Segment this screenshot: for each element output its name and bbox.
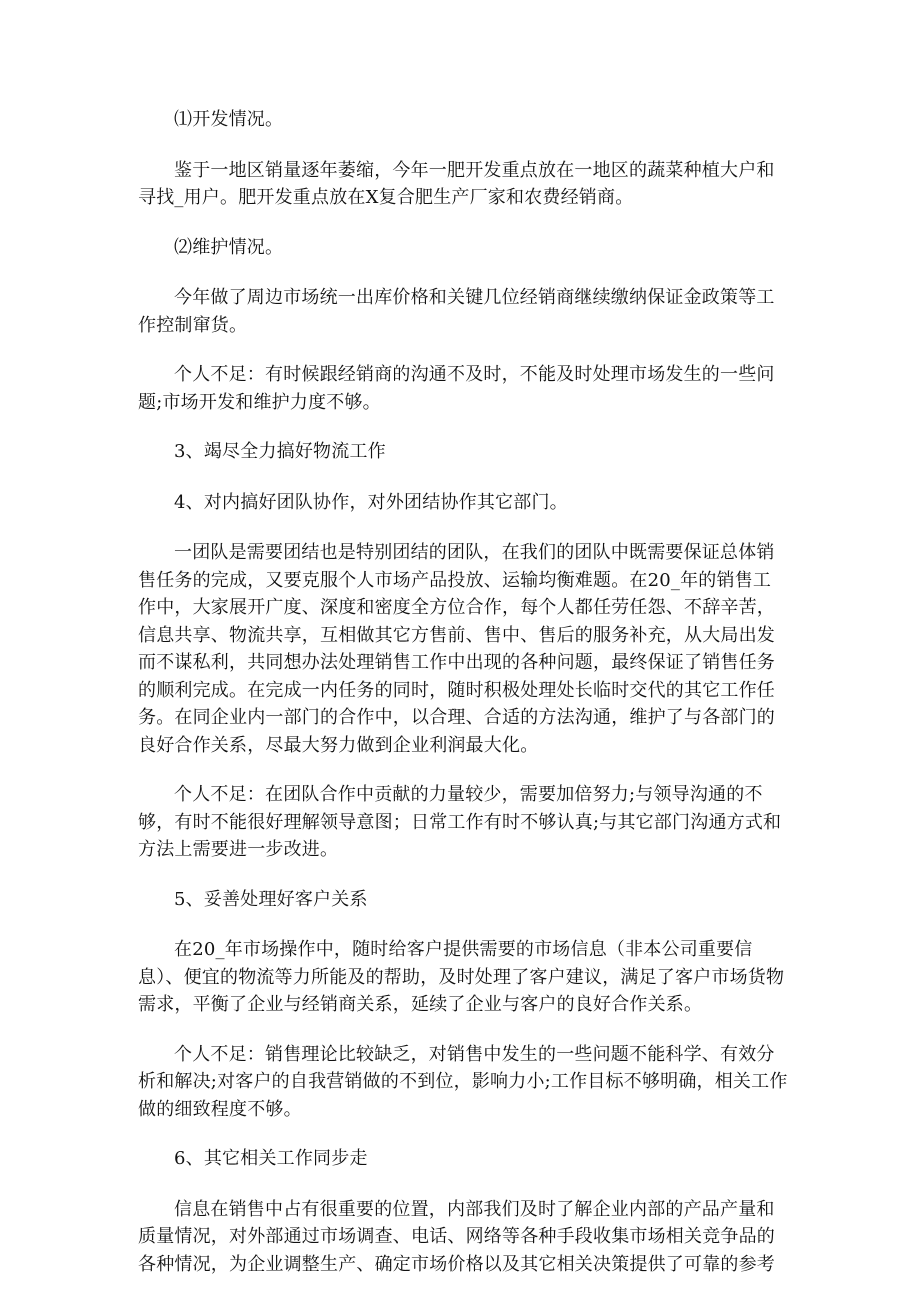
section-heading-development: ⑴开发情况。 bbox=[174, 109, 284, 130]
paragraph-customer-detail: 在20_年市场操作中，随时给客户提供需要的市场信息（非本公司重要信息）、便宜的物流等力所能及的帮助，及时处理了客户建议，满足了客户市场货物需求，平衡了企业与经销商关系，延续了企业与客户的良好合作关系。 bbox=[138, 939, 785, 1015]
section-heading-maintenance: ⑵维护情况。 bbox=[174, 236, 284, 258]
paragraph-shortcoming-teamwork: 个人不足：在团队合作中贡献的力量较少，需要加倍努力;与领导沟通的不够，有时不能很好理解领导意图；日常工作有时不够认真;与其它部门沟通方式和方法上需要进一步改进。 bbox=[138, 784, 782, 860]
document-body bbox=[138, 106, 788, 1300]
paragraph-information-detail: 信息在销售中占有很重要的位置，内部我们及时了解企业内部的产品产量和质量情况，对外部通过市场调查、电话、网络等各种手段收集市场相关竞争品的各种情况，为企业调整生产、确定市场价格以及其它相关决策提供了可靠的参考 bbox=[138, 1198, 775, 1275]
paragraph-shortcoming-market: 个人不足：有时候跟经销商的沟通不及时，不能及时处理市场发生的一些问题;市场开发和维护力度不够。 bbox=[138, 364, 775, 413]
section-heading-other-work: 6、其它相关工作同步走 bbox=[174, 1148, 368, 1169]
section-heading-customer-relations: 5、妥善处理好客户关系 bbox=[174, 888, 368, 910]
paragraph-maintenance-detail: 今年做了周边市场统一出库价格和关键几位经销商继续缴纳保证金政策等工作控制窜货。 bbox=[138, 287, 775, 336]
paragraph-shortcoming-sales-theory: 个人不足：销售理论比较缺乏，对销售中发生的一些问题不能科学、有效分析和解决;对客户的自我营销做的不到位，影响力小;工作目标不够明确，相关工作做的细致程度不够。 bbox=[138, 1043, 788, 1120]
paragraph-development-detail: 鉴于一地区销量逐年萎缩，今年一肥开发重点放在一地区的蔬菜种植大户和寻找_用户。肥开发重点放在X复合肥生产厂家和农费经销商。 bbox=[138, 159, 775, 208]
section-heading-teamwork: 4、对内搞好团队协作，对外团结协作其它部门。 bbox=[174, 491, 568, 513]
section-heading-logistics: 3、竭尽全力搞好物流工作 bbox=[174, 441, 386, 462]
paragraph-teamwork-detail: 一团队是需要团结也是特别团结的团队，在我们的团队中既需要保证总体销售任务的完成，又要克服个人市场产品投放、运输均衡难题。在20_年的销售工作中，大家展开广度、深度和密度全方位合作，每个人都任劳任怨、不辞辛苦，信息共享、物流共享，互相做其它方售前、售中、售后的服务补充，从大局出发而不谋私利，共同想办法处理销售工作中出现的各种问题，最终保证了销售任务的顺利完成。在完成一内任务的同时，随时积极处理处长临时交代的其它工作任务。在同企业内一部门的合作中，以合理、合适的方法沟通，维护了与各部门的良好合作关系，尽最大努力做到企业利润最大化。 bbox=[138, 542, 775, 756]
